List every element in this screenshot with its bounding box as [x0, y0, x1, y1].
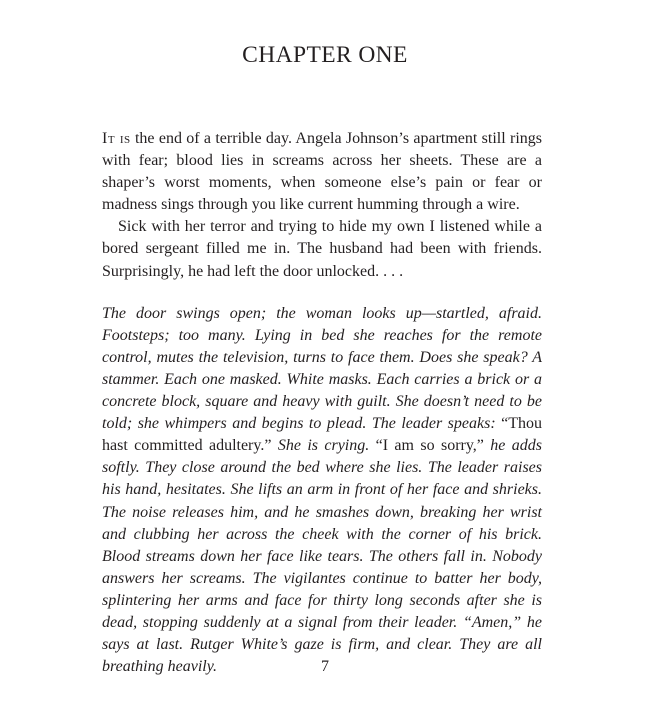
opening-smallcaps: It is — [102, 130, 131, 147]
section-break — [102, 283, 542, 303]
second-paragraph: Sick with her terror and trying to hide my own I listened while a bored sergeant filled me in. The husband had been with friends. Surprisingly, he had left the door unlocked. . . . — [102, 218, 542, 280]
italic-passage — [102, 303, 542, 679]
quote-3: “Amen,” — [462, 613, 522, 631]
page-number: 7 — [321, 658, 329, 675]
italic-passage-part-2: She is crying. — [271, 437, 376, 455]
quote-1: “Thou hast committed adultery.” — [102, 415, 542, 455]
chapter-title: CHAPTER ONE — [242, 42, 408, 68]
italic-passage-part-4: he says at last. Rutger White’s gaze is firm, and clear. They are all breathing heavily. — [102, 613, 542, 676]
opening-paragraph — [102, 128, 542, 216]
body-text — [102, 128, 542, 678]
quote-2: “I am so sorry,” — [375, 437, 484, 455]
opening-paragraph-text: the end of a terrible day. Angela Johnson’s apartment still rings with fear; blood lies in screams across her sheets. These are a shaper’s worst moments, when someone else’s pain or fear or madness sings through you like current humming through a wire. — [102, 130, 542, 214]
italic-passage-part-1: The door swings open; the woman looks up—startled, afraid. Footsteps; too many. Lying in bed she reaches for the remote control, mutes the television, turns to face them. Does she speak? A stammer. Each one masked. White masks. Each carries a brick or a concrete block, square and heavy with guilt. She doesn’t need to be told; she whimpers and begins to plead. The leader speaks: — [102, 304, 542, 433]
italic-passage-part-3: he adds softly. They close around the bed where she lies. The leader raises his hand, hesitates. She lifts an arm in front of her face and shrieks. The noise releases him, and he smashes down, breaking her wrist and clubbing her across the cheek with the corner of his brick. Blood streams down her face like tears. The others fall in. Nobody answers her screams. The vigilantes continue to batter her body, splintering her arms and face for thirty long seconds after she is dead, stopping suddenly at a signal from their leader. — [102, 437, 543, 631]
